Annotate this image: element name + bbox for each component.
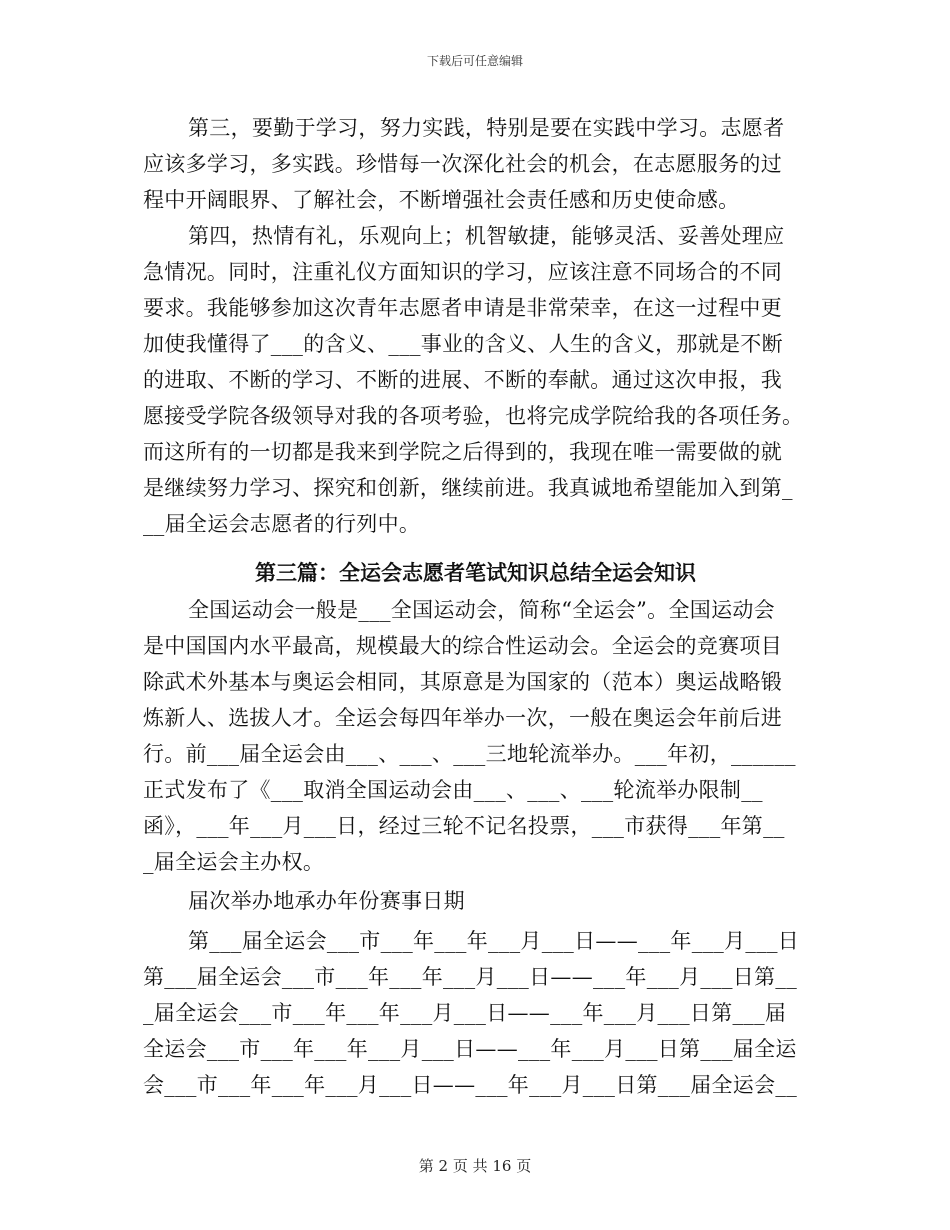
paragraph-line: __届全运会志愿者的行列中。 [143,512,421,536]
section-heading: 第三篇：全运会志愿者笔试知识总结全运会知识 [255,560,696,585]
table-caption: 届次举办地承办年份赛事日期 [188,889,465,913]
paragraph-line: 正式发布了《___取消全国运动会由___、___、___轮流举办限制__ [143,778,763,802]
paragraph-line: 第___届全运会___市___年___年___月___日——___年___月___日 [188,929,800,953]
paragraph-line: 加使我懂得了___的含义、___事业的含义、人生的含义，那就是不断 [143,332,783,356]
paragraph-line: 除武术外基本与奥运会相同，其原意是为国家的（范本）奥运战略锻 [143,670,782,694]
paragraph-line: 急情况。同时，注重礼仪方面知识的学习，应该注意不同场合的不同 [143,260,782,284]
paragraph-line: 是继续努力学习、探究和创新，继续前进。我真诚地希望能加入到第_ [143,476,793,500]
paragraph-line: 愿接受学院各级领导对我的各项考验，也将完成学院给我的各项任务。 [143,404,804,428]
paragraph-line: 第三，要勤于学习，努力实践，特别是要在实践中学习。志愿者 [188,116,785,140]
paragraph-line: 炼新人、选拔人才。全运会每四年举办一次，一般在奥运会年前后进 [143,706,782,730]
paragraph-line: _届全运会___市___年___年___月___日——___年___月___日第___届 [143,1001,787,1025]
paragraph-line: 第四，热情有礼，乐观向上；机智敏捷，能够灵活、妥善处理应 [188,224,785,248]
paragraph-line: 应该多学习，多实践。珍惜每一次深化社会的机会，在志愿服务的过 [143,152,782,176]
paragraph-line: 第___届全运会___市___年___年___月___日——___年___月___日第__ [143,965,797,989]
paragraph-line: 而这所有的一切都是我来到学院之后得到的，我现在唯一需要做的就 [143,440,782,464]
paragraph-line: _届全运会主办权。 [143,850,325,874]
page-footer: 第 2 页 共 16 页 [418,1157,532,1175]
paragraph-line: 全运会___市___年___年___月___日——___年___月___日第___届全运 [143,1037,797,1061]
paragraph-line: 行。前___届全运会由___、___、___三地轮流举办。___年初，______ [143,742,796,766]
paragraph-line: 的进取、不断的学习、不断的进展、不断的奉献。通过这次申报，我 [143,368,782,392]
page-header: 下载后可任意编辑 [426,54,523,68]
paragraph-line: 程中开阔眼界、了解社会，不断增强社会责任感和历史使命感。 [143,188,740,212]
paragraph-line: 是中国国内水平最高，规模最大的综合性运动会。全运会的竞赛项目 [143,634,782,658]
paragraph-line: 函》，___年___月___日，经过三轮不记名投票，___市获得___年第__ [143,814,785,838]
paragraph-line: 要求。我能够参加这次青年志愿者申请是非常荣幸，在这一过程中更 [143,296,782,320]
paragraph-line: 会___市___年___年___月___日——___年___月___日第___届全运会__ [143,1073,797,1097]
paragraph-line: 全国运动会一般是___全国运动会，简称“全运会”。全国运动会 [188,598,775,622]
